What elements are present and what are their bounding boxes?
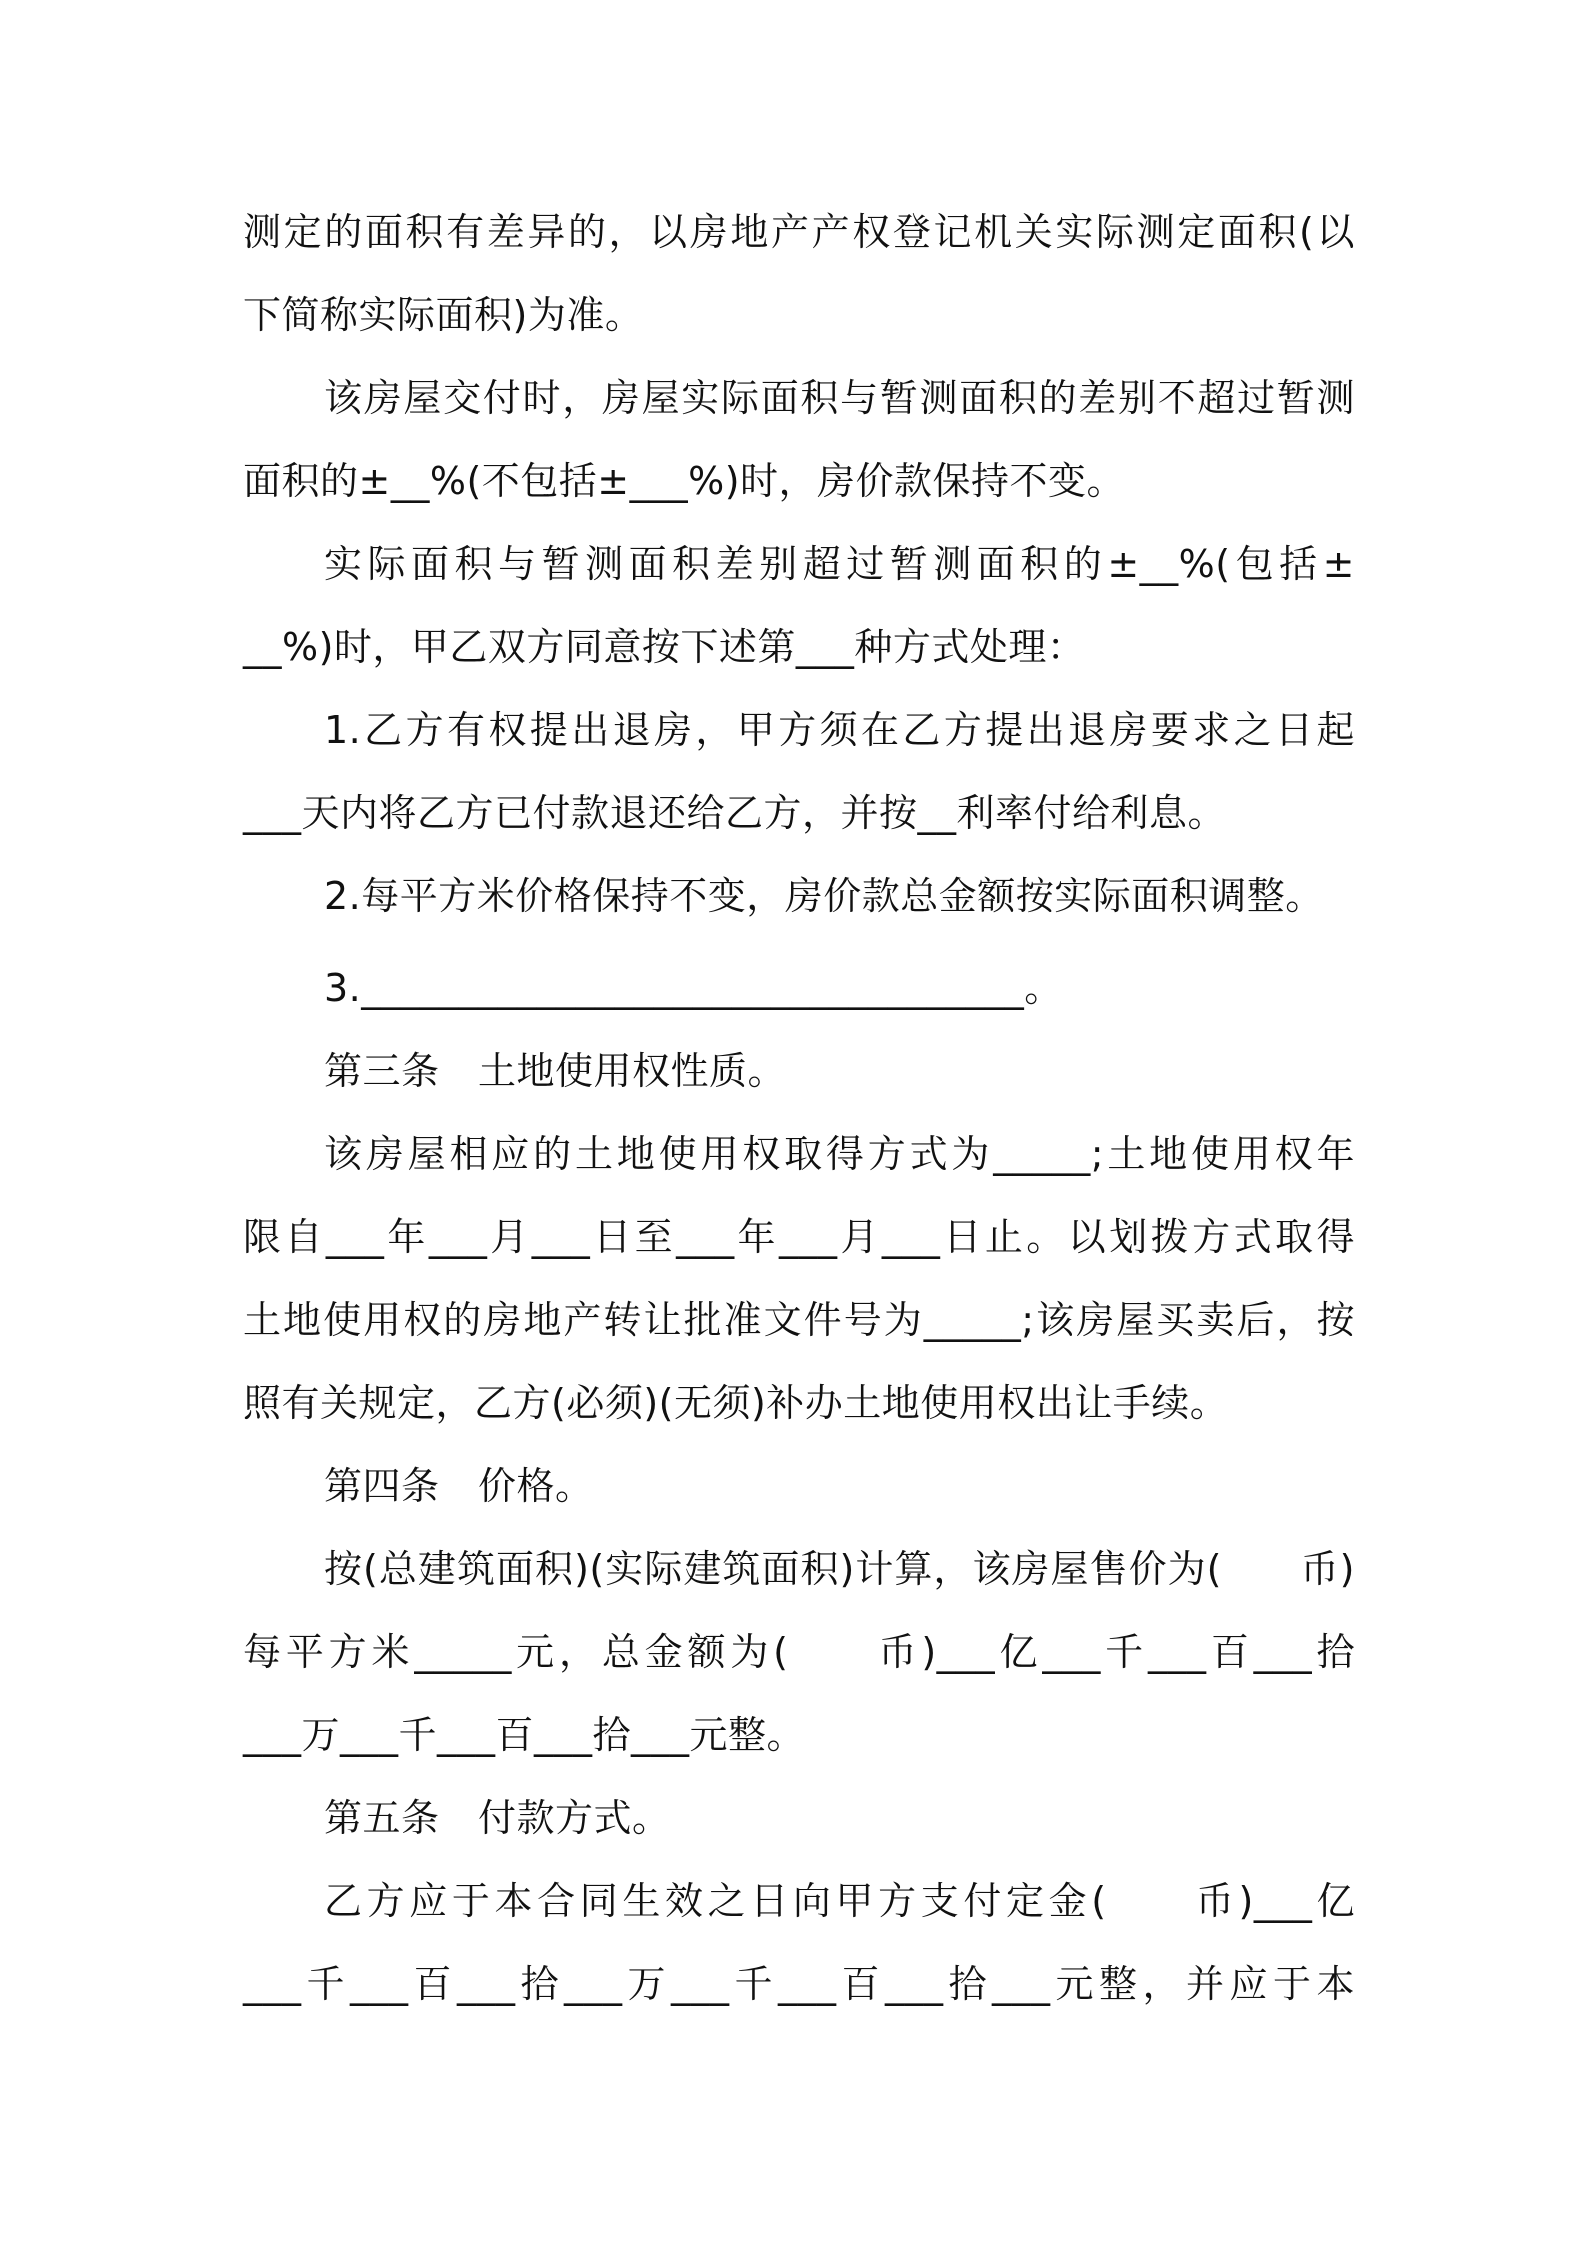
text-line-8: ___天内将乙方已付款退还给乙方，并按__利率付给利息。: [243, 791, 1227, 835]
text-line-12: 该房屋相应的土地使用权取得方式为_____;土地使用权年: [324, 1132, 1355, 1176]
text-line-5: 实际面积与暂测面积差别超过暂测面积的±__%(包括±: [324, 542, 1355, 586]
section-heading-3: 第三条 土地使用权性质。: [324, 1049, 787, 1093]
text-line-14: 土地使用权的房地产转让批准文件号为_____;该房屋买卖后，按: [243, 1298, 1355, 1342]
text-line-17: 按(总建筑面积)(实际建筑面积)计算，该房屋售价为( 币): [324, 1547, 1355, 1591]
text-line-1: 测定的面积有差异的，以房地产产权登记机关实际测定面积(以: [243, 210, 1355, 254]
text-line-6: __%)时，甲乙双方同意按下述第___种方式处理：: [243, 625, 1086, 669]
text-line-4: 面积的±__%(不包括±___%)时，房价款保持不变。: [243, 459, 1126, 503]
text-line-7: 1.乙方有权提出退房，甲方须在乙方提出退房要求之日起: [324, 708, 1355, 752]
text-line-22: ___千___百___拾___万___千___百___拾___元整，并应于本: [243, 1962, 1355, 2006]
text-line-3: 该房屋交付时，房屋实际面积与暂测面积的差别不超过暂测: [324, 376, 1355, 420]
text-line-21: 乙方应于本合同生效之日向甲方支付定金( 币)___亿: [324, 1879, 1355, 1923]
text-line-19: ___万___千___百___拾___元整。: [243, 1713, 806, 1757]
section-heading-5: 第五条 付款方式。: [324, 1796, 671, 1840]
text-line-18: 每平方米_____元，总金额为( 币)___亿___千___百___拾: [243, 1630, 1355, 1674]
text-line-9: 2.每平方米价格保持不变，房价款总金额按实际面积调整。: [324, 874, 1324, 918]
section-heading-4: 第四条 价格。: [324, 1464, 594, 1508]
text-line-13: 限自___年___月___日至___年___月___日止。以划拨方式取得: [243, 1215, 1355, 1259]
text-line-15: 照有关规定，乙方(必须)(无须)补办土地使用权出让手续。: [243, 1381, 1229, 1425]
text-line-10: 3.__________________________________。: [324, 966, 1063, 1010]
text-line-2: 下简称实际面积)为准。: [243, 293, 644, 337]
